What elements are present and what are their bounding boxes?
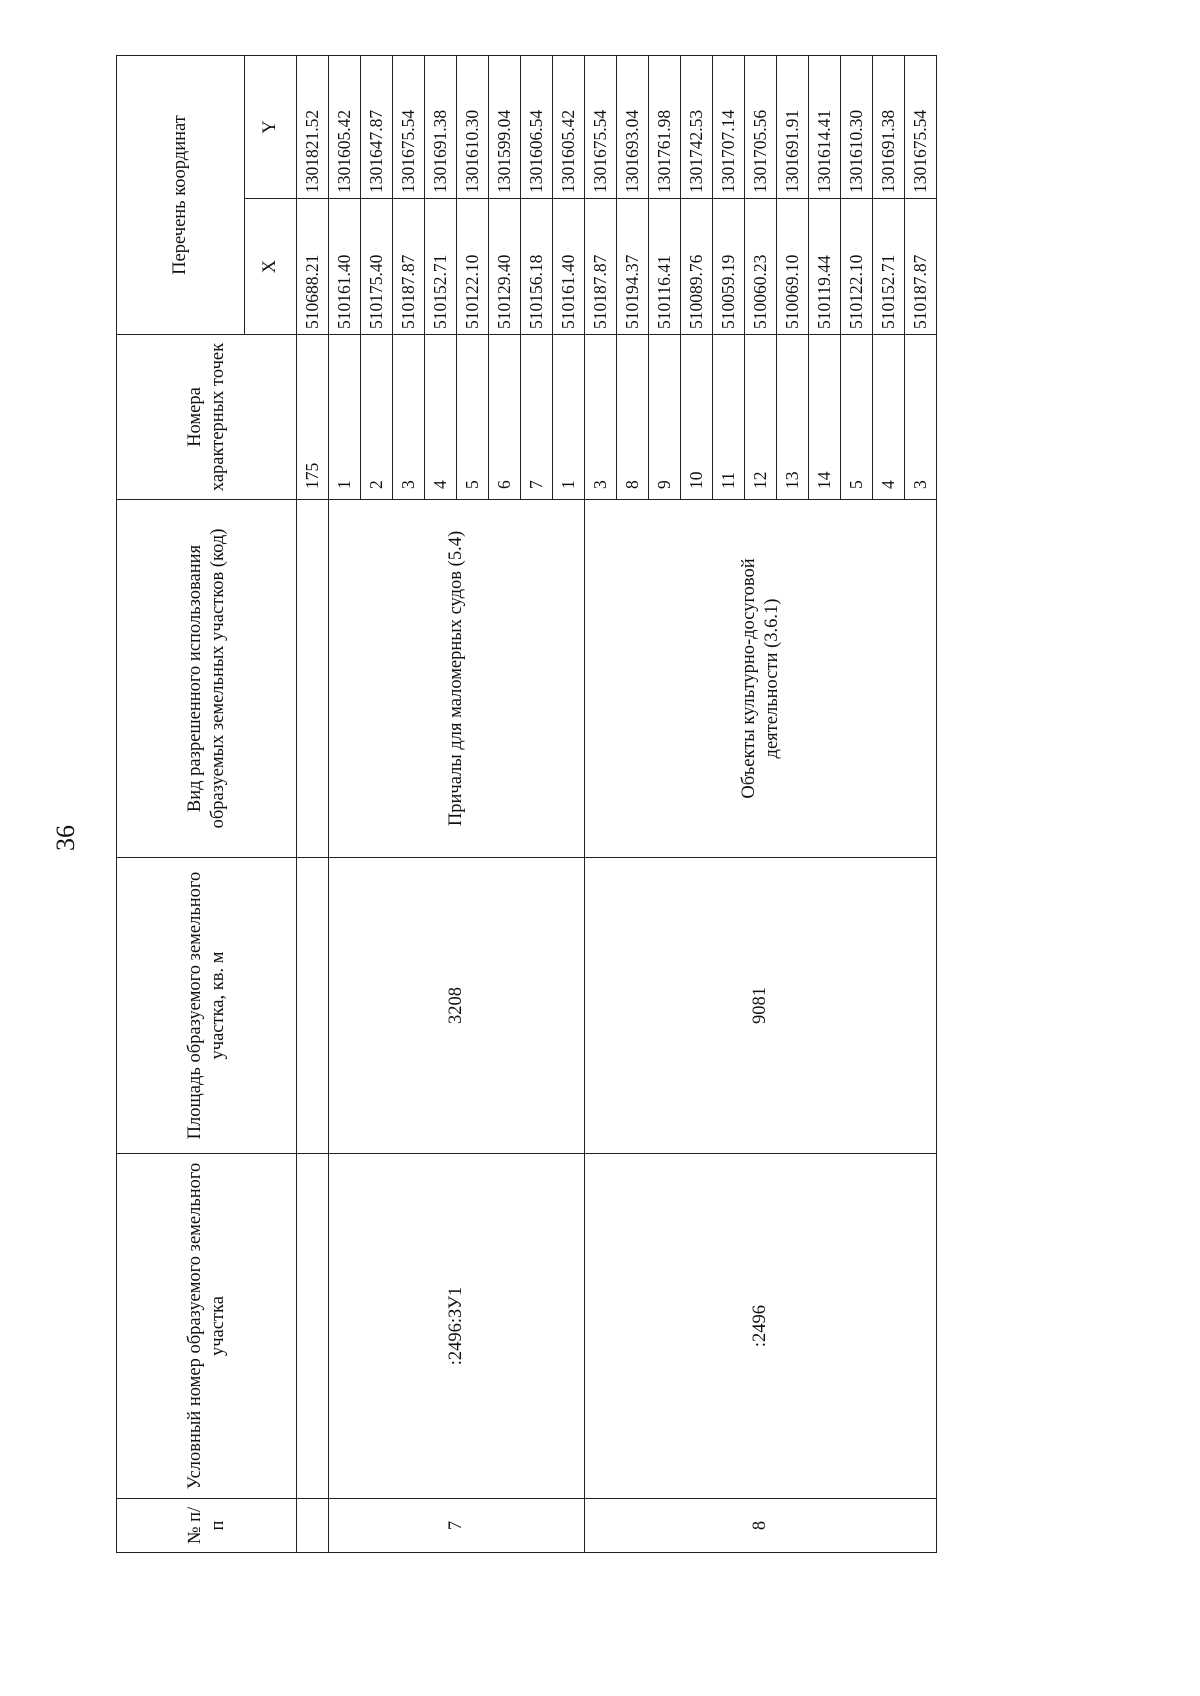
cell-x: 510152.71 [873,199,905,335]
cell-y: 1301606.54 [521,55,553,198]
cell-y: 1301599.04 [489,55,521,198]
table-row [297,55,329,1552]
cell-num: 8 [585,1499,937,1553]
cell-x: 510069.10 [777,199,809,335]
cell-area: 9081 [585,858,937,1154]
cell-y: 1301693.04 [617,55,649,198]
header-coords: Перечень координат [117,55,245,334]
cell-cond-number: :2496 [585,1154,937,1499]
cell-point: 7 [521,335,553,500]
cell-x: 510122.10 [457,199,489,335]
cell-point: 2 [361,335,393,500]
cell-empty [297,1499,329,1553]
cell-x: 510187.87 [393,199,425,335]
cell-y: 1301605.42 [553,55,585,198]
cell-y: 1301610.30 [841,55,873,198]
cell-x: 510089.76 [681,199,713,335]
header-cond-number: Условный номер образуемого земельного участка [117,1154,297,1499]
cell-point: 5 [457,335,489,500]
header-area: Площадь образуемого земельного участка, кв. м [117,858,297,1154]
cell-x: 510059.19 [713,199,745,335]
cell-point: 3 [905,335,937,500]
cell-y: 1301675.54 [905,55,937,198]
cell-point: 9 [649,335,681,500]
cell-x: 510129.40 [489,199,521,335]
cell-x: 510194.37 [617,199,649,335]
cell-point: 3 [585,335,617,500]
cell-point: 13 [777,335,809,500]
land-plot-coordinates-table [116,55,937,1553]
cell-y: 1301707.14 [713,55,745,198]
cell-x: 510161.40 [329,199,361,335]
cell-y: 1301675.54 [585,55,617,198]
rotated-table-wrapper [116,56,930,1553]
cell-y: 1301761.98 [649,55,681,198]
table-row [585,55,617,1552]
cell-x: 510119.44 [809,199,841,335]
cell-num: 7 [329,1499,585,1553]
cell-y: 1301675.54 [393,55,425,198]
cell-y: 1301691.38 [425,55,457,198]
cell-y: 1301821.52 [297,55,329,198]
cell-y: 1301742.53 [681,55,713,198]
cell-point: 12 [745,335,777,500]
cell-x: 510060.23 [745,199,777,335]
cell-x: 510122.10 [841,199,873,335]
cell-area: 3208 [329,858,585,1154]
cell-point: 4 [873,335,905,500]
cell-x: 510116.41 [649,199,681,335]
cell-point: 6 [489,335,521,500]
cell-empty [297,858,329,1154]
cell-empty [297,500,329,858]
page-number: 36 [51,825,80,851]
cell-y: 1301605.42 [329,55,361,198]
cell-y: 1301691.91 [777,55,809,198]
cell-empty [297,1154,329,1499]
cell-x: 510175.40 [361,199,393,335]
cell-point: 4 [425,335,457,500]
cell-cond-number: :2496:ЗУ1 [329,1154,585,1499]
header-use-type: Вид разрешенного использования образуемых земельных участков (код) [117,500,297,858]
cell-use-type: Причалы для маломерных судов (5.4) [329,500,585,858]
cell-y: 1301705.56 [745,55,777,198]
cell-y: 1301647.87 [361,55,393,198]
table-row [329,55,361,1552]
header-y: Y [245,55,297,198]
cell-point: 14 [809,335,841,500]
header-x: X [245,199,297,335]
cell-use-type: Объекты культурно-досуговой деятельности (3.6.1) [585,500,937,858]
cell-x: 510688.21 [297,199,329,335]
header-points: Номера характерных точек [117,335,297,500]
cell-y: 1301610.30 [457,55,489,198]
cell-x: 510187.87 [585,199,617,335]
header-num: № п/п [117,1499,297,1553]
cell-x: 510161.40 [553,199,585,335]
cell-x: 510152.71 [425,199,457,335]
cell-point: 1 [329,335,361,500]
cell-point: 175 [297,335,329,500]
cell-point: 11 [713,335,745,500]
cell-x: 510187.87 [905,199,937,335]
cell-point: 10 [681,335,713,500]
cell-y: 1301614.41 [809,55,841,198]
cell-point: 1 [553,335,585,500]
cell-x: 510156.18 [521,199,553,335]
cell-point: 8 [617,335,649,500]
cell-point: 3 [393,335,425,500]
cell-y: 1301691.38 [873,55,905,198]
cell-point: 5 [841,335,873,500]
